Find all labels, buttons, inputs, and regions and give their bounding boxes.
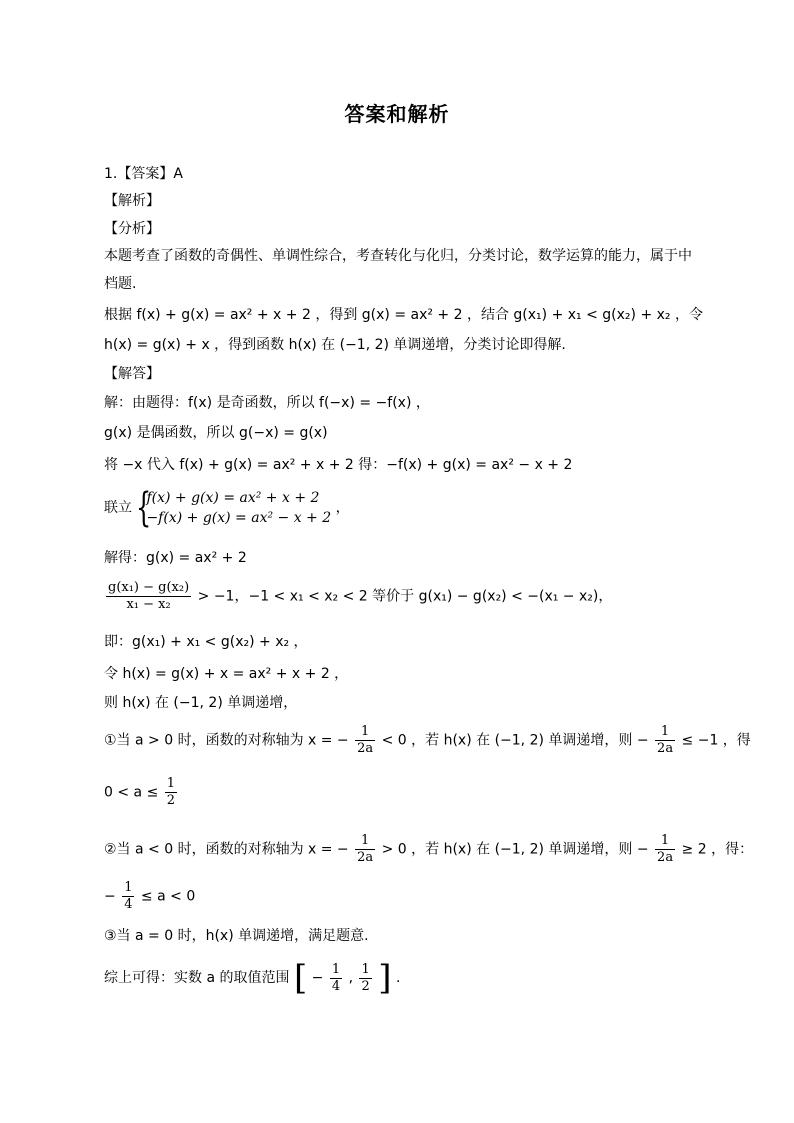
case-3-line: ③当 a = 0 时，h(x) 单调递增，满足题意.: [104, 928, 369, 944]
system-line: [104, 485, 350, 531]
ze-line: 则 h(x) 在 (−1, 2) 单调递增，: [104, 695, 298, 711]
fraction-1-over-2a: [655, 833, 675, 866]
fraction-1-over-2: [359, 962, 371, 995]
conclusion-line: [104, 958, 400, 998]
case-1-text-c: ≤ −1 ，得: [681, 732, 751, 749]
case-1-line: [104, 724, 751, 757]
fraction-denominator: 4: [331, 978, 341, 994]
case-2-result-minus: −: [104, 888, 116, 905]
case-2-text-c: ≥ 2 ，得：: [681, 841, 754, 858]
left-bracket: [: [293, 958, 308, 998]
difference-quotient: [106, 580, 191, 613]
fraction-denominator: 2a: [357, 850, 374, 865]
fraction-1-over-2a: [655, 724, 675, 757]
fenxi-text-2: 档题.: [104, 276, 137, 292]
solution-line-1: 解：由题得：f(x) 是奇函数，所以 f(−x) = −f(x) ，: [104, 395, 430, 411]
fraction-numerator: 1: [361, 961, 370, 977]
fraction-numerator: g(x₁) − g(x₂): [108, 580, 190, 595]
fraction-1-over-2a: [355, 833, 375, 866]
fenxi-heading: 【分析】: [104, 221, 160, 237]
jiede-line: 解得：g(x) = ax² + 2: [104, 550, 247, 566]
fraction-denominator: 4: [124, 897, 133, 912]
fraction-denominator: 2a: [657, 850, 674, 865]
fraction-numerator: 1: [355, 833, 375, 850]
case-2-line: [104, 833, 753, 866]
fenxi-text-1: 本题考查了函数的奇偶性、单调性综合，考查转化与化归，分类讨论，数学运算的能力，属于中: [104, 248, 692, 264]
solution-line-2: g(x) 是偶函数，所以 g(−x) = g(x): [104, 425, 328, 441]
case-1-text-b: < 0 ，若 h(x) 在 (−1, 2) 单调递增，则 −: [381, 732, 649, 749]
right-bracket: ]: [378, 958, 392, 998]
range-end: .: [395, 970, 401, 986]
fraction-numerator: 1: [124, 880, 133, 895]
page-title: 答案和解析: [344, 102, 450, 126]
brace-icon: {: [136, 485, 152, 531]
fraction-denominator: 2: [166, 793, 176, 808]
case-2-text-b: > 0 ，若 h(x) 在 (−1, 2) 单调递增，则 −: [381, 841, 649, 858]
jieda-heading: 【解答】: [104, 366, 160, 382]
case-2-result-text: ≤ a < 0: [140, 888, 196, 905]
fraction-line-tail: > −1，−1 < x₁ < x₂ < 2 等价于 g(x₁) − g(x₂) < −(x₁ − x₂)，: [197, 588, 613, 605]
fraction-denominator: 2a: [357, 741, 374, 756]
fraction-numerator: 1: [655, 724, 675, 741]
analysis-heading: 【解析】: [104, 193, 160, 209]
fraction-numerator: 1: [655, 833, 675, 850]
answer-heading: 1.【答案】A: [104, 166, 183, 182]
case-2-text-a: ②当 a < 0 时，函数的对称轴为 x = −: [104, 841, 349, 858]
solution-line-3: 将 −x 代入 f(x) + g(x) = ax² + x + 2 得：−f(x) + g(x) = ax² − x + 2: [104, 457, 573, 473]
equation-system: [136, 485, 332, 531]
case-1-result: [104, 776, 179, 809]
ling-line: 令 h(x) = g(x) + x = ax² + x + 2 ，: [104, 666, 349, 682]
ji-line: 即：g(x₁) + x₁ < g(x₂) + x₂ ，: [104, 634, 308, 650]
case-2-result: [104, 880, 195, 913]
genju-line: 根据 f(x) + g(x) = ax² + x + 2 ，得到 g(x) = ax² + 2 ，结合 g(x₁) + x₁ < g(x₂) + x₂ ，令: [104, 307, 703, 323]
conclusion-text: 综上可得：实数 a 的取值范围: [104, 970, 290, 986]
fraction-denominator: 2a: [657, 741, 674, 756]
range-minus: −: [311, 970, 324, 986]
fraction-denominator: x₁ − x₂: [126, 597, 171, 612]
system-tail: ，: [335, 500, 350, 516]
case-1-result-text: 0 < a ≤: [104, 784, 159, 801]
fraction-1-over-4: [330, 962, 342, 995]
fraction-1-over-4: [122, 880, 134, 913]
fraction-line: [104, 580, 612, 613]
fraction-denominator: 2: [361, 978, 370, 994]
system-row-2: −f(x) + g(x) = ax² − x + 2: [146, 510, 332, 526]
fraction-numerator: 1: [331, 961, 341, 977]
h-def-line: h(x) = g(x) + x ，得到函数 h(x) 在 (−1, 2) 单调递增，分类讨论即得解.: [104, 337, 566, 353]
system-row-1: f(x) + g(x) = ax² + x + 2: [146, 490, 320, 506]
fraction-numerator: 1: [166, 776, 176, 791]
fraction-1-over-2: [165, 776, 177, 809]
range-comma: ,: [348, 970, 354, 986]
fraction-numerator: 1: [355, 724, 375, 741]
case-1-text-a: ①当 a > 0 时，函数的对称轴为 x = −: [104, 732, 349, 749]
lianli-label: 联立: [104, 500, 132, 516]
fraction-1-over-2a: [355, 724, 375, 757]
